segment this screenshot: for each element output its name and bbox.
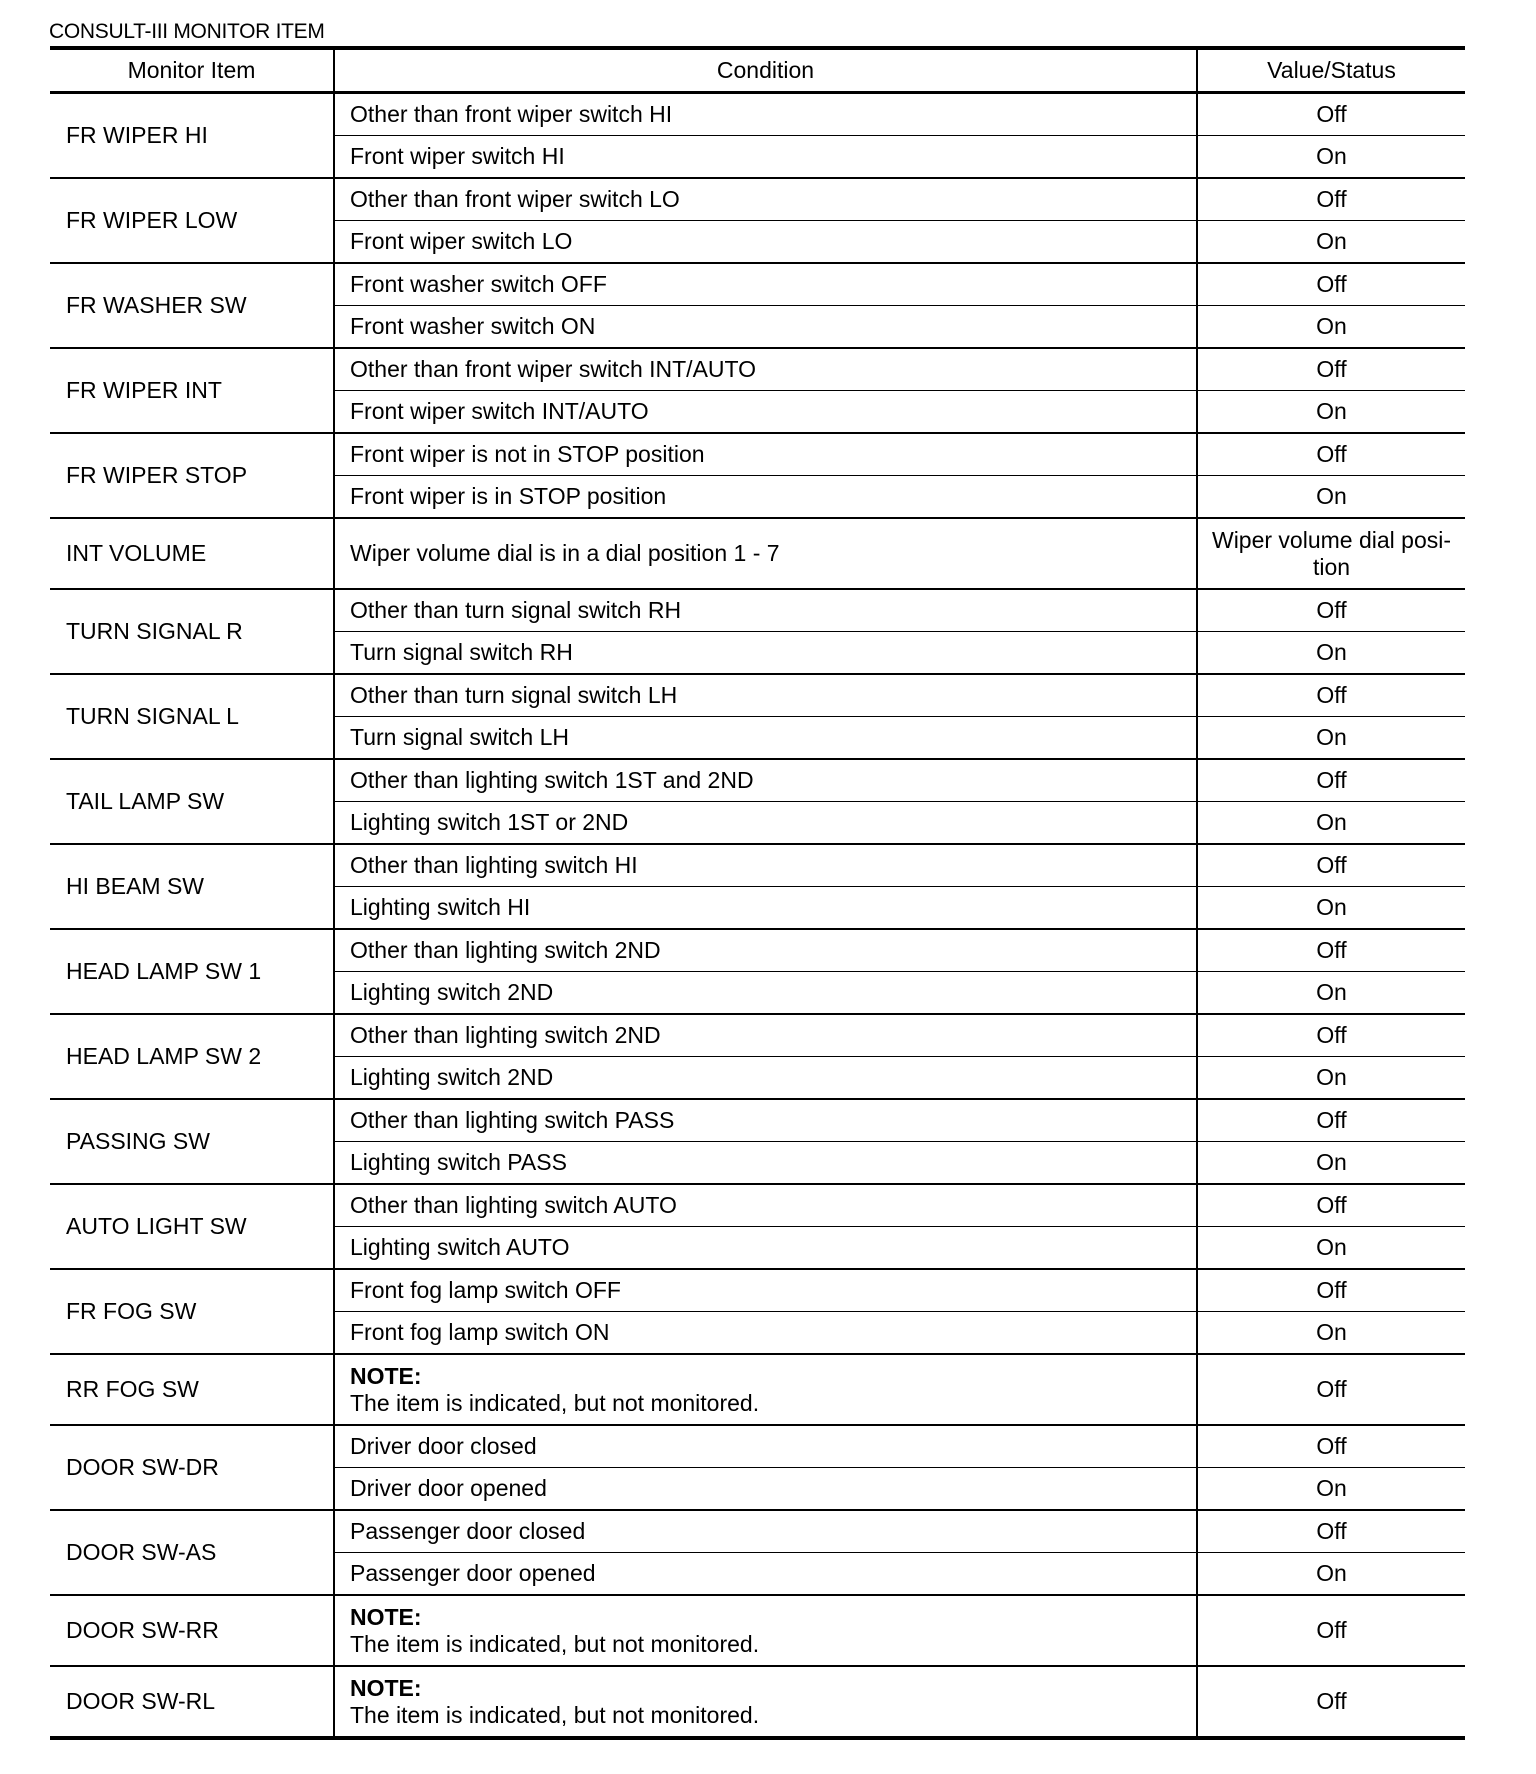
value-status-cell: On (1197, 306, 1465, 349)
monitor-item-cell: TURN SIGNAL R (50, 589, 334, 674)
value-status-cell: Off (1197, 178, 1465, 221)
value-status-cell: Off (1197, 1666, 1465, 1738)
table-body (50, 93, 1465, 1739)
note-text: The item is indicated, but not monitored. (350, 1389, 760, 1416)
table-row (50, 1666, 1465, 1738)
condition-cell: Other than lighting switch 2ND (334, 929, 1197, 972)
header-value-status: Value/Status (1197, 48, 1465, 93)
monitor-item-cell: FR WIPER INT (50, 348, 334, 433)
condition-cell: Passenger door opened (334, 1553, 1197, 1596)
condition-cell: Other than front wiper switch LO (334, 178, 1197, 221)
value-status-cell: Off (1197, 929, 1465, 972)
monitor-item-cell: DOOR SW-AS (50, 1510, 334, 1595)
condition-cell (334, 1666, 1197, 1738)
value-status-cell: Off (1197, 1510, 1465, 1553)
page-title: CONSULT-III MONITOR ITEM (49, 20, 325, 43)
table-row (50, 759, 1465, 802)
table-row (50, 178, 1465, 221)
monitor-item-cell: TURN SIGNAL L (50, 674, 334, 759)
condition-cell: Lighting switch HI (334, 887, 1197, 930)
value-line: tion (1312, 553, 1351, 580)
condition-cell (334, 1595, 1197, 1666)
condition-cell: Other than front wiper switch INT/AUTO (334, 348, 1197, 391)
table-row (50, 93, 1465, 136)
value-status-cell: Off (1197, 589, 1465, 632)
value-status-cell: Off (1197, 1425, 1465, 1468)
table-row (50, 1425, 1465, 1468)
value-status-cell: On (1197, 221, 1465, 264)
value-status-cell: On (1197, 1057, 1465, 1100)
table-row (50, 263, 1465, 306)
note-text: The item is indicated, but not monitored. (350, 1701, 760, 1728)
condition-cell: Lighting switch 2ND (334, 972, 1197, 1015)
value-status-cell (1197, 518, 1465, 589)
table-row (50, 1595, 1465, 1666)
table-row (50, 1184, 1465, 1227)
table-header-row (50, 48, 1465, 93)
value-status-cell: On (1197, 1553, 1465, 1596)
condition-cell: Front wiper switch INT/AUTO (334, 391, 1197, 434)
value-status-cell: On (1197, 1142, 1465, 1185)
condition-cell: Driver door opened (334, 1468, 1197, 1511)
condition-cell: Other than front wiper switch HI (334, 93, 1197, 136)
value-status-cell: On (1197, 1312, 1465, 1355)
condition-cell: Other than lighting switch 1ST and 2ND (334, 759, 1197, 802)
table-row (50, 929, 1465, 972)
condition-cell: Other than lighting switch HI (334, 844, 1197, 887)
value-status-cell: Off (1197, 433, 1465, 476)
table-row (50, 1014, 1465, 1057)
condition-cell: Turn signal switch LH (334, 717, 1197, 760)
table-row (50, 589, 1465, 632)
condition-cell: Other than turn signal switch RH (334, 589, 1197, 632)
value-status-cell: Off (1197, 1595, 1465, 1666)
monitor-item-cell: HI BEAM SW (50, 844, 334, 929)
monitor-item-cell: FR WIPER HI (50, 93, 334, 179)
note-title: NOTE: (350, 1674, 422, 1701)
value-status-cell: Off (1197, 759, 1465, 802)
note-title: NOTE: (350, 1362, 422, 1389)
value-status-cell: Off (1197, 1014, 1465, 1057)
value-status-cell: Off (1197, 93, 1465, 136)
value-status-cell: Off (1197, 844, 1465, 887)
monitor-item-cell: INT VOLUME (50, 518, 334, 589)
monitor-item-table (50, 46, 1465, 1740)
condition-cell: Front wiper is not in STOP position (334, 433, 1197, 476)
header-condition: Condition (334, 48, 1197, 93)
condition-cell: Lighting switch AUTO (334, 1227, 1197, 1270)
value-status-cell: On (1197, 136, 1465, 179)
monitor-item-cell: PASSING SW (50, 1099, 334, 1184)
value-status-cell: Off (1197, 1354, 1465, 1425)
monitor-item-cell: HEAD LAMP SW 2 (50, 1014, 334, 1099)
table-row (50, 348, 1465, 391)
table-row (50, 518, 1465, 589)
condition-cell: Front wiper is in STOP position (334, 476, 1197, 519)
value-status-cell: On (1197, 391, 1465, 434)
value-status-cell: Off (1197, 1184, 1465, 1227)
monitor-item-cell: DOOR SW-RR (50, 1595, 334, 1666)
condition-cell: Front fog lamp switch OFF (334, 1269, 1197, 1312)
monitor-item-cell: AUTO LIGHT SW (50, 1184, 334, 1269)
monitor-item-cell: RR FOG SW (50, 1354, 334, 1425)
header-monitor-item: Monitor Item (50, 48, 334, 93)
monitor-item-cell: DOOR SW-RL (50, 1666, 334, 1738)
table-row (50, 1269, 1465, 1312)
value-status-cell: On (1197, 632, 1465, 675)
condition-cell: Front wiper switch HI (334, 136, 1197, 179)
monitor-item-cell: FR FOG SW (50, 1269, 334, 1354)
condition-cell: Front fog lamp switch ON (334, 1312, 1197, 1355)
value-line: Wiper volume dial posi- (1211, 526, 1452, 553)
note-title: NOTE: (350, 1603, 422, 1630)
condition-cell: Wiper volume dial is in a dial position 1 - 7 (334, 518, 1197, 589)
condition-cell: Other than lighting switch PASS (334, 1099, 1197, 1142)
monitor-item-cell: FR WIPER STOP (50, 433, 334, 518)
condition-cell: Driver door closed (334, 1425, 1197, 1468)
monitor-item-cell: TAIL LAMP SW (50, 759, 334, 844)
monitor-item-cell: DOOR SW-DR (50, 1425, 334, 1510)
condition-cell: Turn signal switch RH (334, 632, 1197, 675)
table-row (50, 1099, 1465, 1142)
value-status-cell: On (1197, 1227, 1465, 1270)
table-row (50, 844, 1465, 887)
value-status-cell: Off (1197, 348, 1465, 391)
note-text: The item is indicated, but not monitored. (350, 1630, 760, 1657)
condition-cell: Lighting switch 2ND (334, 1057, 1197, 1100)
condition-cell: Front wiper switch LO (334, 221, 1197, 264)
condition-cell: Passenger door closed (334, 1510, 1197, 1553)
condition-cell: Front washer switch ON (334, 306, 1197, 349)
value-status-cell: Off (1197, 263, 1465, 306)
value-status-cell: On (1197, 476, 1465, 519)
monitor-item-cell: FR WASHER SW (50, 263, 334, 348)
value-status-cell: On (1197, 1468, 1465, 1511)
table-row (50, 433, 1465, 476)
table-row (50, 1510, 1465, 1553)
value-status-cell: On (1197, 972, 1465, 1015)
monitor-item-cell: HEAD LAMP SW 1 (50, 929, 334, 1014)
value-status-cell: On (1197, 717, 1465, 760)
value-status-cell: Off (1197, 1099, 1465, 1142)
value-status-cell: Off (1197, 1269, 1465, 1312)
condition-cell: Other than turn signal switch LH (334, 674, 1197, 717)
condition-cell (334, 1354, 1197, 1425)
value-status-cell: Off (1197, 674, 1465, 717)
table-row (50, 1354, 1465, 1425)
condition-cell: Other than lighting switch 2ND (334, 1014, 1197, 1057)
value-status-cell: On (1197, 802, 1465, 845)
condition-cell: Front washer switch OFF (334, 263, 1197, 306)
table-row (50, 674, 1465, 717)
condition-cell: Lighting switch PASS (334, 1142, 1197, 1185)
value-status-cell: On (1197, 887, 1465, 930)
condition-cell: Lighting switch 1ST or 2ND (334, 802, 1197, 845)
monitor-item-cell: FR WIPER LOW (50, 178, 334, 263)
condition-cell: Other than lighting switch AUTO (334, 1184, 1197, 1227)
